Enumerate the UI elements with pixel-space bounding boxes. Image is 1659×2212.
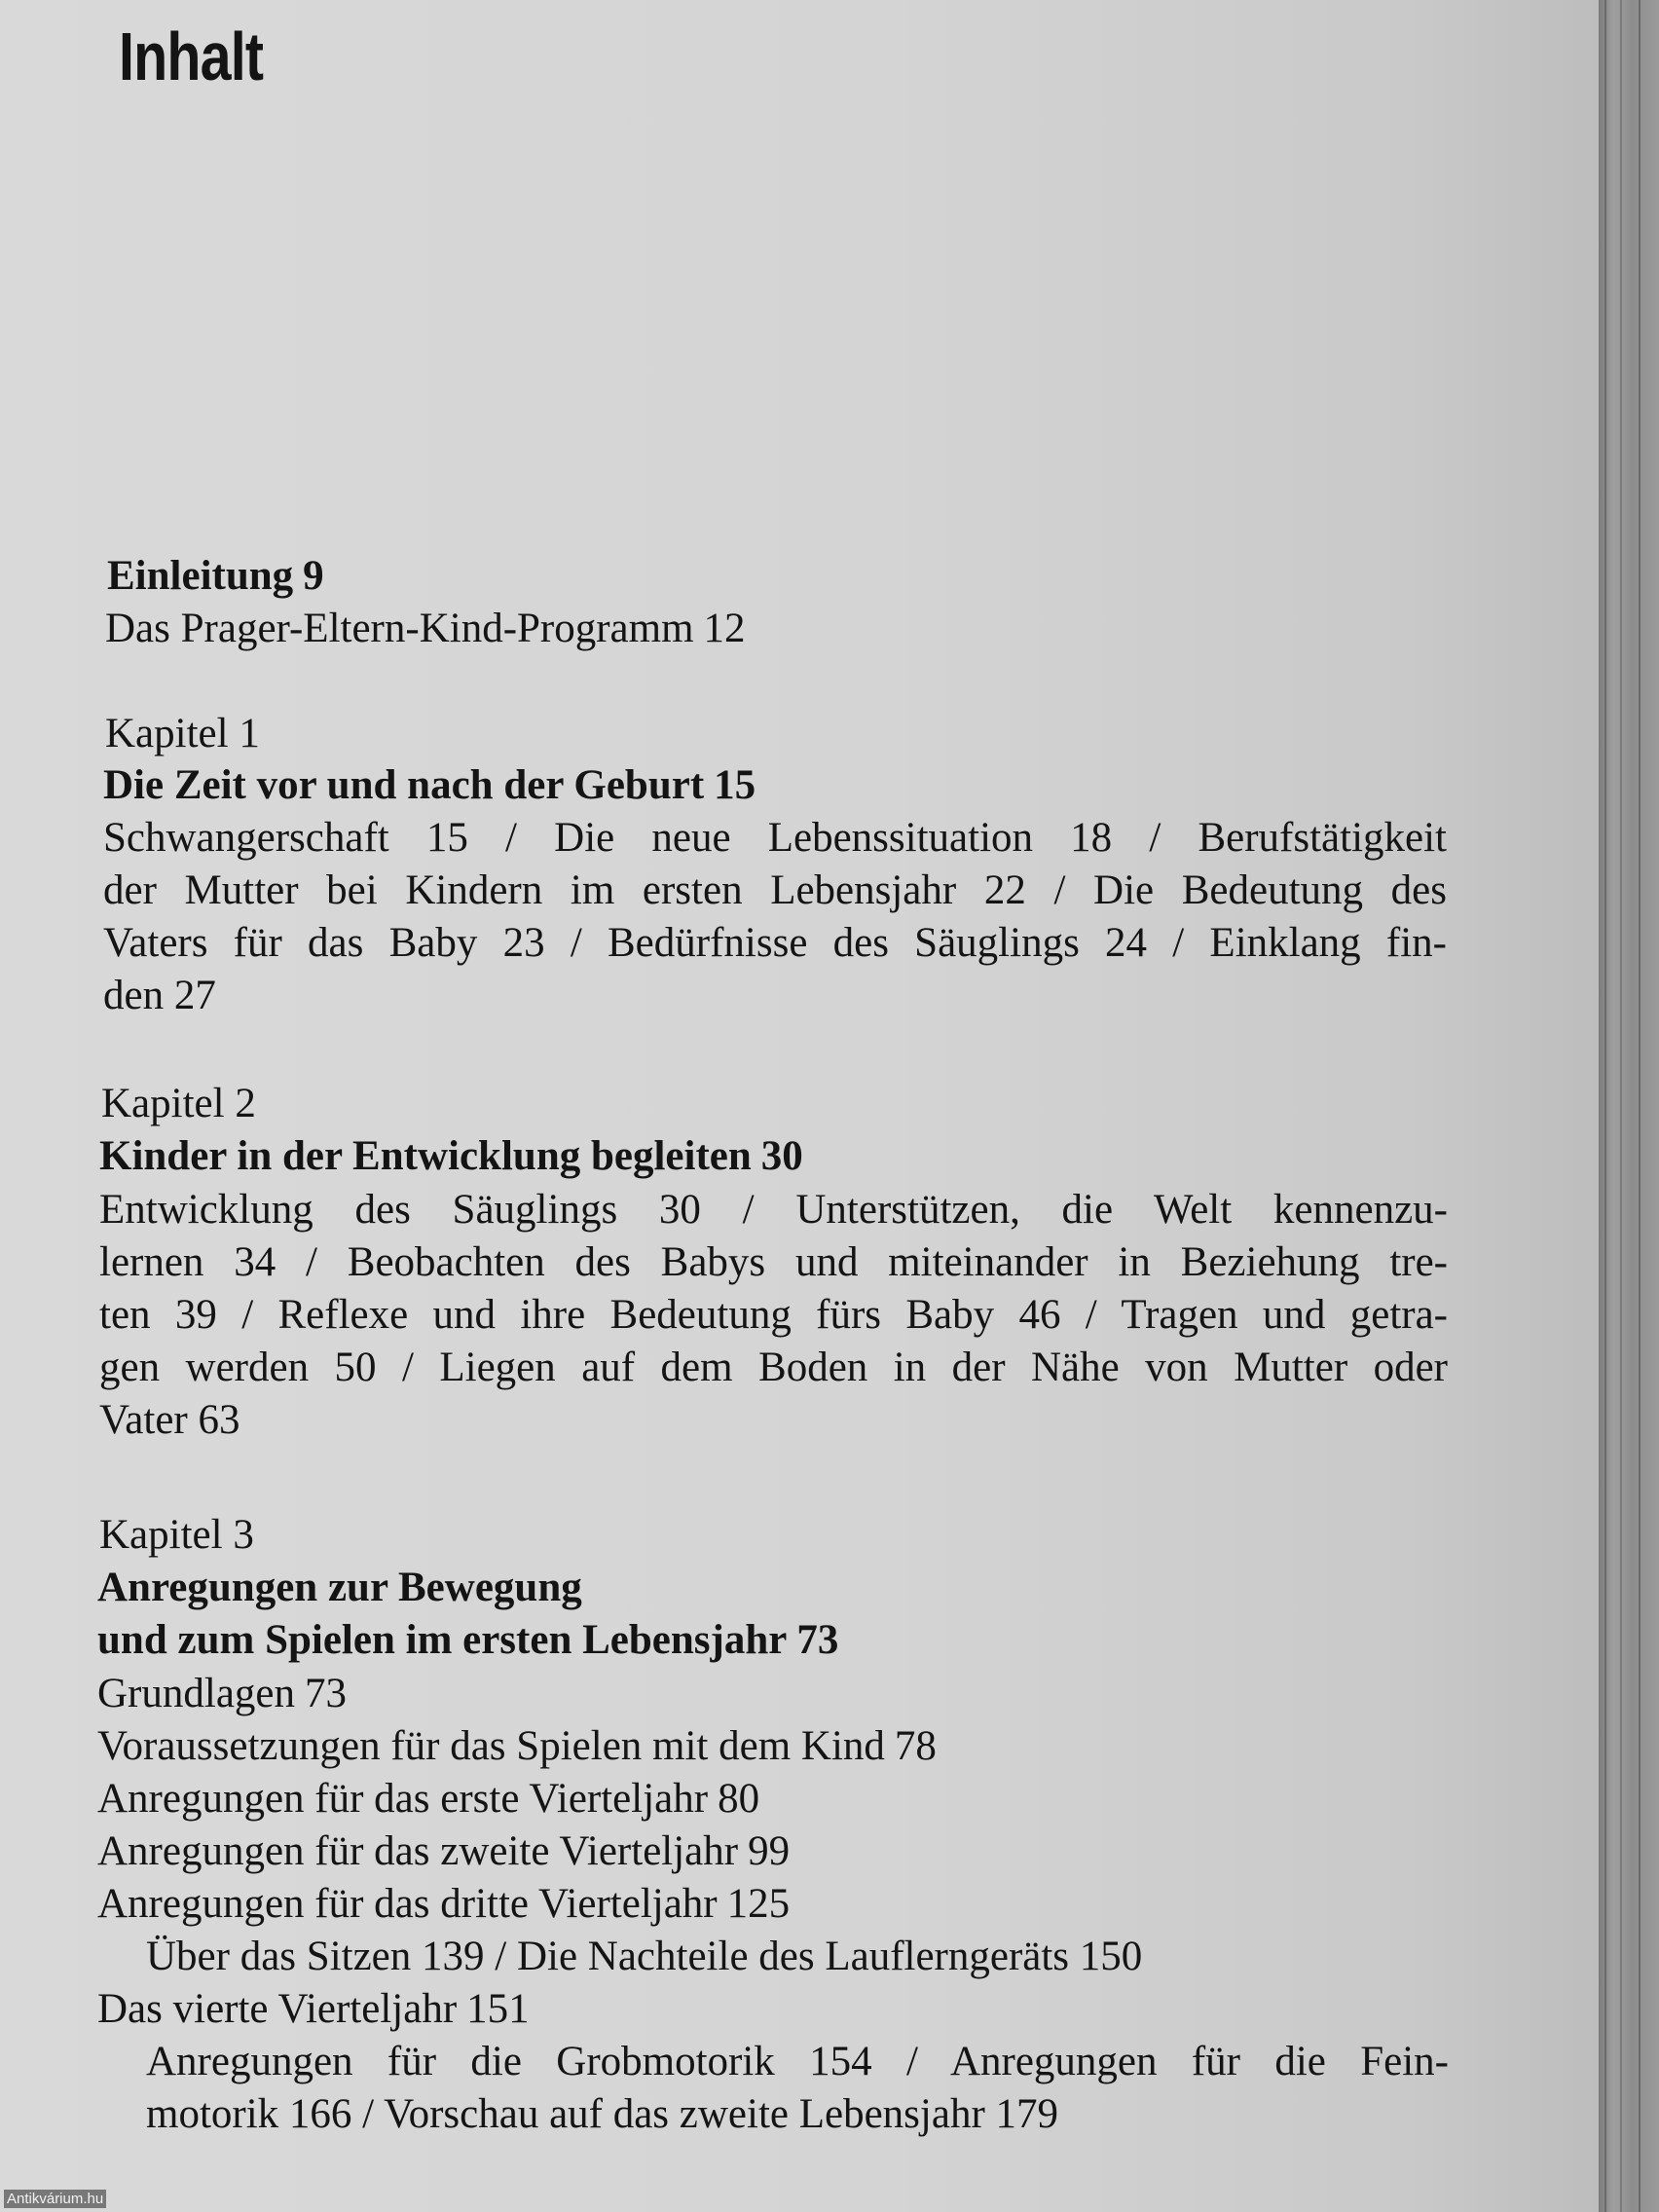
kapitel3-label: Kapitel 3 [99,1512,254,1558]
toc-entry: Anregungen für das erste Vierteljahr 80 [97,1776,760,1822]
kapitel3-title: Anregungen zur Bewegung [97,1565,582,1610]
page-title: Inhalt [119,18,264,94]
edge-line [1639,0,1641,2212]
toc-entry: Voraussetzungen für das Spielen mit dem Kind 78 [97,1723,937,1769]
toc-programm: Das Prager-Eltern-Kind-Programm 12 [105,606,746,651]
kapitel1-line: den 27 [103,973,216,1018]
kapitel2-line: Vater 63 [99,1397,240,1443]
kapitel1-label: Kapitel 1 [105,711,260,756]
kapitel2-line: gen werden 50 / Liegen auf dem Boden in der Nähe von Mutter oder [99,1345,1448,1390]
kapitel1-title: Die Zeit vor und nach der Geburt 15 [103,762,756,808]
edge-line [1604,0,1606,2212]
kapitel2-label: Kapitel 2 [101,1081,256,1126]
kapitel1-line: Schwangerschaft 15 / Die neue Lebenssituation 18 / Berufstätigkeit [103,815,1447,861]
toc-subentry: Über das Sitzen 139 / Die Nachteile des Lauflerngeräts 150 [146,1934,1143,1979]
toc-subentry: Anregungen für die Grobmotorik 154 / Anregungen für die Fein- [146,2039,1449,2084]
kapitel2-line: Entwicklung des Säuglings 30 / Unterstützen, die Welt kennenzu- [99,1187,1448,1233]
kapitel1-line: Vaters für das Baby 23 / Bedürfnisse des Säuglings 24 / Einklang fin- [103,920,1447,966]
toc-entry: Das vierte Vierteljahr 151 [97,1986,530,2032]
kapitel2-title: Kinder in der Entwicklung begleiten 30 [99,1133,803,1179]
toc-subentry: motorik 166 / Vorschau auf das zweite Lebensjahr 179 [146,2091,1059,2137]
toc-entry: Grundlagen 73 [97,1671,347,1716]
kapitel3-title-cont: und zum Spielen im ersten Lebensjahr 73 [97,1617,839,1663]
edge-line [1620,0,1622,2212]
page-stack-edge [1599,0,1659,2212]
toc-entry: Anregungen für das dritte Vierteljahr 125 [97,1881,791,1927]
kapitel1-line: der Mutter bei Kindern im ersten Lebensjahr 22 / Die Bedeutung des [103,867,1447,913]
kapitel2-line: lernen 34 / Beobachten des Babys und miteinander in Beziehung tre- [99,1239,1448,1285]
toc-entry: Anregungen für das zweite Vierteljahr 99 [97,1828,791,1874]
watermark: Antikvárium.hu [4,2190,106,2208]
kapitel2-line: ten 39 / Reflexe und ihre Bedeutung fürs Baby 46 / Tragen und getra- [99,1292,1448,1338]
toc-einleitung: Einleitung 9 [107,553,324,599]
